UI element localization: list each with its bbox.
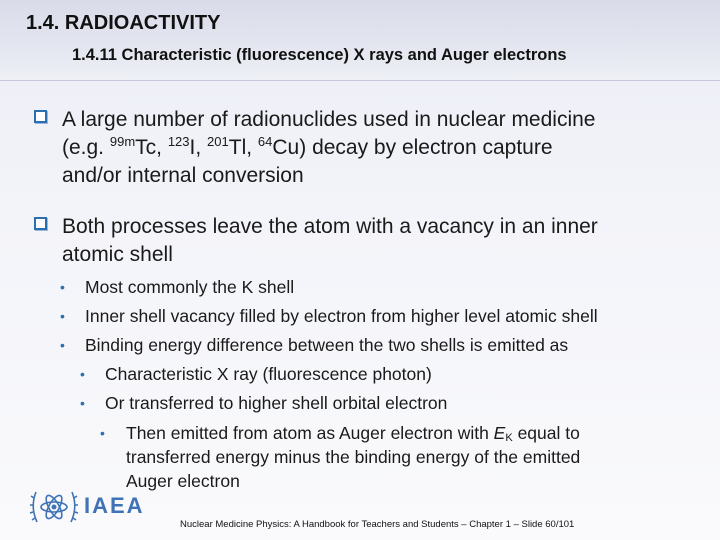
point-line: and/or internal conversion bbox=[62, 164, 304, 187]
list-item: • Binding energy difference between the two shells is emitted as bbox=[60, 331, 598, 360]
point-radionuclides bbox=[34, 106, 595, 190]
iaea-atom-emblem-icon bbox=[28, 482, 158, 532]
checkbox-bullet-icon bbox=[34, 217, 47, 230]
bullet-dot-icon: • bbox=[80, 395, 85, 411]
logo-text: IAEA bbox=[84, 493, 145, 518]
list-item: • Most commonly the K shell bbox=[60, 273, 598, 302]
point-line: A large number of radionuclides used in nuclear medicine bbox=[62, 108, 596, 131]
bullet-dot-icon: • bbox=[100, 425, 105, 441]
iaea-logo bbox=[28, 482, 158, 532]
bullet-dot-icon: • bbox=[60, 308, 65, 324]
point-vacancy bbox=[34, 213, 598, 269]
point-line: atomic shell bbox=[62, 243, 173, 266]
slide-title: 1.4. RADIOACTIVITY bbox=[26, 12, 221, 34]
bullet-dot-icon: • bbox=[60, 279, 65, 295]
checkbox-bullet-icon bbox=[34, 110, 47, 123]
list-item: • Inner shell vacancy filled by electron from higher level atomic shell bbox=[60, 302, 598, 331]
bullet-dot-icon: • bbox=[80, 366, 85, 382]
bullet-dot-icon: • bbox=[60, 337, 65, 353]
slide-header bbox=[0, 0, 720, 81]
list-item: • Or transferred to higher shell orbital electron bbox=[80, 389, 598, 418]
sub-bullet-list bbox=[60, 273, 598, 493]
point-line: Both processes leave the atom with a vacancy in an inner bbox=[62, 215, 598, 238]
list-item: • Characteristic X ray (fluorescence photon) bbox=[80, 360, 598, 389]
slide-footer: Nuclear Medicine Physics: A Handbook for Teachers and Students – Chapter 1 – Slide 60/101 bbox=[180, 519, 575, 530]
slide-subtitle: 1.4.11 Characteristic (fluorescence) X rays and Auger electrons bbox=[72, 46, 567, 64]
point-line: (e.g. $^{99m}$Tc, $^{123}$I, $^{201}$Tl, $^{64}$Cu) decay by electron capture bbox=[62, 134, 553, 159]
list-item: • Then emitted from atom as Auger electron with $E_K$ equal to transferred energy minus the binding energy of the emitted Auger electron bbox=[100, 423, 581, 491]
